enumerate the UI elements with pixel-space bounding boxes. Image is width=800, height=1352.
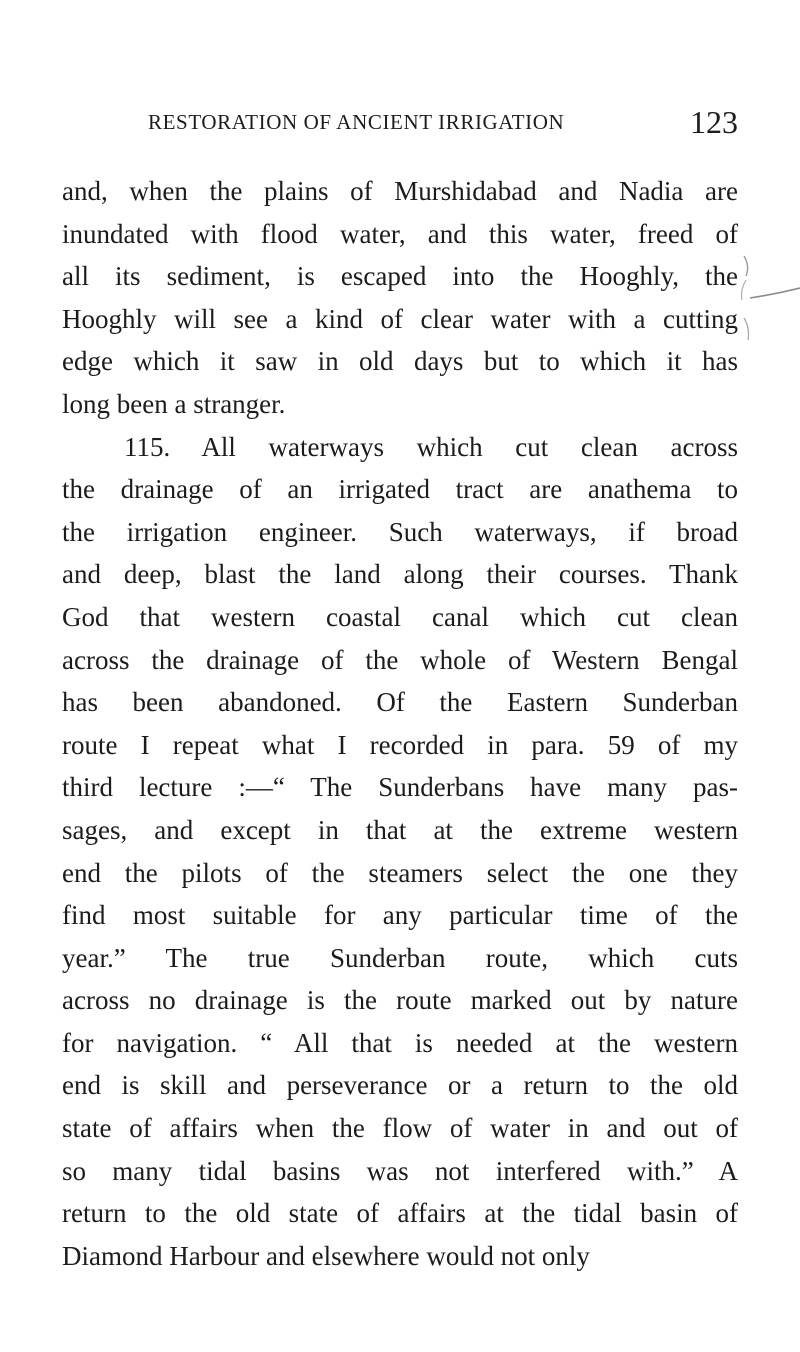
text-line: route I repeat what I recorded in para. 59 of my [62,729,738,760]
text-line: sages, and except in that at the extreme western [62,814,738,845]
text-line: end the pilots of the steamers select the one they [62,857,738,888]
text-line: third lecture :—“ The Sunderbans have many pas- [62,772,738,803]
text-line: Hooghly will see a kind of clear water with a cutting [62,303,738,334]
page-header [148,104,748,144]
text-line: God that western coastal canal which cut clean [62,601,738,632]
text-line: end is skill and perseverance or a return to the old [62,1070,738,1101]
text-line: state of affairs when the flow of water in and out of [62,1113,738,1144]
text-line: the drainage of an irrigated tract are anathema to [62,474,738,505]
text-line: edge which it saw in old days but to which it has [62,346,738,377]
text-line: and deep, blast the land along their courses. Thank [62,559,738,590]
text-line: the irrigation engineer. Such waterways, if broad [62,516,738,547]
body-text [62,170,738,1277]
text-line: long been a stranger. [62,388,286,419]
page-number: 123 [690,104,738,140]
text-line: so many tidal basins was not interfered with.” A [62,1155,738,1186]
paragraph-115-start: 115. All waterways which cut clean across [124,431,738,462]
text-line: and, when the plains of Murshidabad and Nadia are [62,176,738,206]
text-line: inundated with flood water, and this water, freed of [62,218,738,249]
running-title: RESTORATION OF ANCIENT IRRIGATION [148,110,565,134]
text-line: has been abandoned. Of the Eastern Sunderban [62,687,738,718]
margin-pencil-mark [720,254,800,394]
text-line: across no drainage is the route marked out by nature [62,985,738,1016]
text-line: across the drainage of the whole of Western Bengal [62,644,738,675]
text-line: Diamond Harbour and elsewhere would not only [62,1240,590,1271]
text-line: return to the old state of affairs at the tidal basin of [62,1198,738,1229]
text-line: find most suitable for any particular time of the [62,900,738,931]
text-line: all its sediment, is escaped into the Hooghly, the [62,261,738,292]
text-line: for navigation. “ All that is needed at the western [62,1027,738,1058]
text-line: year.” The true Sunderban route, which cuts [62,942,738,973]
